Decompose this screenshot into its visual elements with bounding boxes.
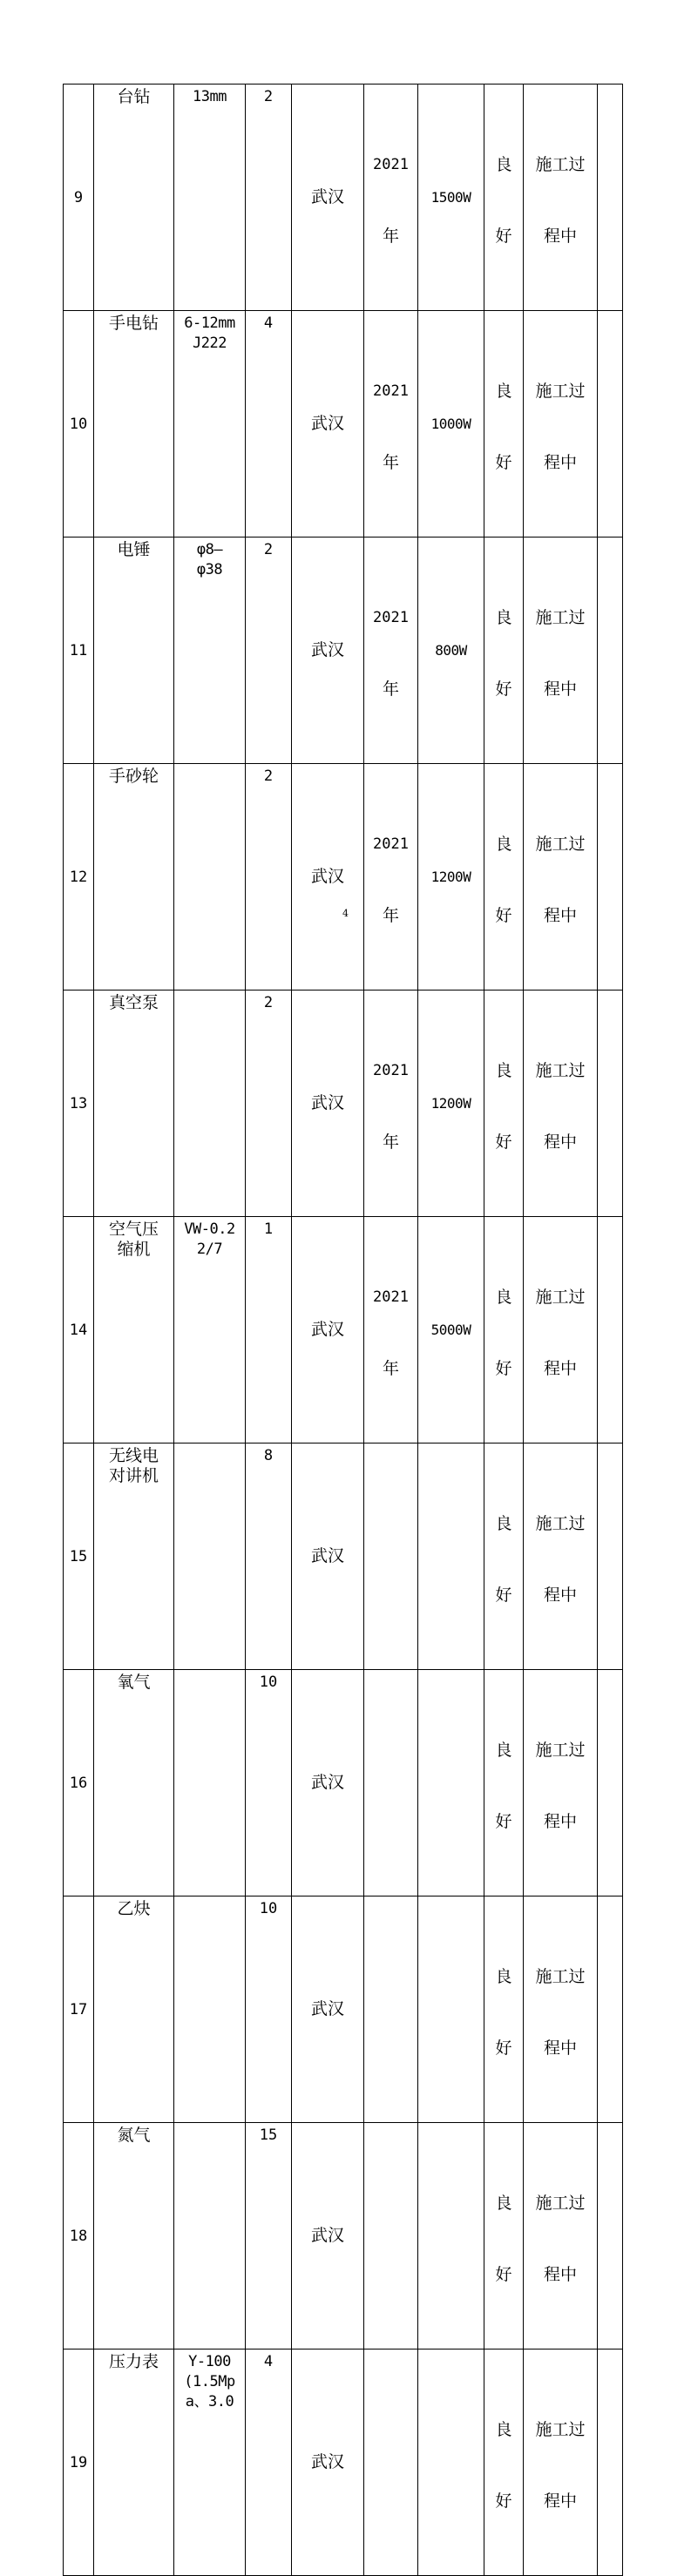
equipment-name: 氧气 bbox=[117, 1673, 151, 1692]
status-line-2: 程中 bbox=[543, 453, 577, 472]
status-line-2: 程中 bbox=[543, 2491, 577, 2511]
power-cell bbox=[418, 1670, 484, 1897]
row-number-cell bbox=[64, 2123, 94, 2350]
condition-line-2: 好 bbox=[495, 1812, 512, 1831]
spec-cell bbox=[174, 311, 246, 538]
status-line-2: 程中 bbox=[543, 226, 577, 246]
spec-cell bbox=[174, 1444, 246, 1670]
remark-cell bbox=[598, 1897, 623, 2123]
status-line-1: 施工过 bbox=[535, 608, 586, 627]
status-line-1: 施工过 bbox=[535, 1288, 586, 1307]
status-cell bbox=[524, 2350, 598, 2576]
equipment-name: 手砂轮 bbox=[108, 767, 159, 786]
condition-line-1: 良 bbox=[495, 1967, 512, 1986]
equipment-origin: 武汉 bbox=[310, 640, 344, 659]
condition-line-2: 好 bbox=[495, 1359, 512, 1378]
equipment-name-cell bbox=[94, 1670, 174, 1897]
rated-power: 800W bbox=[435, 642, 467, 659]
remark-cell bbox=[598, 991, 623, 1217]
status-stack bbox=[524, 1917, 597, 2102]
table-row bbox=[64, 1217, 623, 1444]
row-number: 9 bbox=[73, 188, 84, 206]
equipment-quantity: 2 bbox=[263, 88, 274, 105]
table-row bbox=[64, 311, 623, 538]
status-cell bbox=[524, 538, 598, 764]
year-stack bbox=[364, 1237, 417, 1423]
equipment-origin: 武汉 bbox=[310, 1546, 344, 1565]
remark-cell bbox=[598, 2350, 623, 2576]
status-stack bbox=[524, 1464, 597, 1649]
table-row bbox=[64, 2350, 623, 2576]
table-row bbox=[64, 2123, 623, 2350]
condition-line-1: 良 bbox=[495, 155, 512, 174]
equipment-origin: 武汉 bbox=[310, 2226, 344, 2245]
origin-cell bbox=[292, 85, 364, 311]
rated-power: 1000W bbox=[430, 416, 471, 432]
origin-cell bbox=[292, 1670, 364, 1897]
spec-cell bbox=[174, 991, 246, 1217]
status-cell bbox=[524, 1444, 598, 1670]
equipment-origin: 武汉 bbox=[310, 1999, 344, 2018]
year-cell bbox=[364, 764, 418, 991]
status-cell bbox=[524, 311, 598, 538]
year-cell bbox=[364, 85, 418, 311]
row-number: 11 bbox=[69, 641, 88, 659]
table-row bbox=[64, 1897, 623, 2123]
power-cell bbox=[418, 2350, 484, 2576]
condition-line-2: 好 bbox=[495, 679, 512, 699]
status-line-1: 施工过 bbox=[535, 2420, 586, 2439]
manufacture-year: 2021 bbox=[373, 1062, 409, 1079]
condition-stack bbox=[484, 558, 523, 743]
row-number: 16 bbox=[69, 1774, 88, 1792]
power-cell bbox=[418, 991, 484, 1217]
quantity-cell bbox=[246, 1444, 292, 1670]
row-number: 14 bbox=[69, 1321, 88, 1339]
equipment-name: 乙炔 bbox=[117, 1899, 151, 1918]
status-stack bbox=[524, 2143, 597, 2329]
status-stack bbox=[524, 784, 597, 970]
condition-line-1: 良 bbox=[495, 1514, 512, 1533]
remark-cell bbox=[598, 2123, 623, 2350]
equipment-name: 无线电 对讲机 bbox=[108, 1446, 159, 1485]
status-line-1: 施工过 bbox=[535, 155, 586, 174]
equipment-spec bbox=[174, 764, 245, 767]
year-cell bbox=[364, 991, 418, 1217]
spec-cell bbox=[174, 1670, 246, 1897]
spec-cell bbox=[174, 538, 246, 764]
equipment-origin: 武汉 bbox=[310, 867, 344, 886]
condition-cell bbox=[484, 2350, 524, 2576]
origin-cell bbox=[292, 1444, 364, 1670]
status-cell bbox=[524, 764, 598, 991]
manufacture-year: 2021 bbox=[373, 1288, 409, 1306]
status-cell bbox=[524, 991, 598, 1217]
spec-cell bbox=[174, 1897, 246, 2123]
equipment-quantity: 2 bbox=[263, 541, 274, 558]
equipment-name: 压力表 bbox=[108, 2352, 159, 2371]
equipment-name-cell bbox=[94, 991, 174, 1217]
year-unit: 年 bbox=[382, 1359, 399, 1378]
year-stack bbox=[364, 784, 417, 970]
condition-line-1: 良 bbox=[495, 608, 512, 627]
spec-cell bbox=[174, 2350, 246, 2576]
status-line-1: 施工过 bbox=[535, 1514, 586, 1533]
table-row bbox=[64, 991, 623, 1217]
table-row bbox=[64, 538, 623, 764]
condition-stack bbox=[484, 1917, 523, 2102]
status-stack bbox=[524, 1237, 597, 1423]
spec-cell bbox=[174, 764, 246, 991]
condition-line-2: 好 bbox=[495, 453, 512, 472]
equipment-origin: 武汉 bbox=[310, 1773, 344, 1792]
equipment-quantity: 4 bbox=[263, 2353, 274, 2370]
manufacture-year: 2021 bbox=[373, 382, 409, 400]
equipment-name-cell bbox=[94, 1444, 174, 1670]
quantity-cell bbox=[246, 85, 292, 311]
year-cell bbox=[364, 538, 418, 764]
condition-line-1: 良 bbox=[495, 1288, 512, 1307]
equipment-name-cell bbox=[94, 311, 174, 538]
status-line-2: 程中 bbox=[543, 906, 577, 925]
condition-line-2: 好 bbox=[495, 2038, 512, 2058]
equipment-name-cell bbox=[94, 85, 174, 311]
origin-cell bbox=[292, 311, 364, 538]
equipment-spec: VW-0.2 2/7 bbox=[184, 1220, 235, 1258]
year-stack bbox=[364, 558, 417, 743]
row-number-cell bbox=[64, 1444, 94, 1670]
equipment-name: 手电钻 bbox=[108, 314, 159, 333]
table-row bbox=[64, 85, 623, 311]
year-stack bbox=[364, 1917, 417, 2031]
status-line-1: 施工过 bbox=[535, 2194, 586, 2213]
equipment-name-cell bbox=[94, 764, 174, 991]
year-stack bbox=[364, 1464, 417, 1578]
equipment-spec: 6-12mm J222 bbox=[184, 314, 235, 352]
remark-cell bbox=[598, 1444, 623, 1670]
row-number: 13 bbox=[69, 1094, 88, 1112]
year-unit: 年 bbox=[382, 453, 399, 472]
equipment-name-cell bbox=[94, 1217, 174, 1444]
condition-line-1: 良 bbox=[495, 2194, 512, 2213]
row-number-cell bbox=[64, 1897, 94, 2123]
condition-stack bbox=[484, 331, 523, 517]
status-line-2: 程中 bbox=[543, 2038, 577, 2058]
condition-cell bbox=[484, 1897, 524, 2123]
manufacture-year: 2021 bbox=[373, 835, 409, 853]
origin-cell bbox=[292, 1217, 364, 1444]
status-cell bbox=[524, 1670, 598, 1897]
condition-cell bbox=[484, 538, 524, 764]
condition-cell bbox=[484, 764, 524, 991]
row-number-cell bbox=[64, 1217, 94, 1444]
equipment-quantity: 15 bbox=[259, 2126, 278, 2144]
quantity-cell bbox=[246, 311, 292, 538]
year-unit: 年 bbox=[382, 906, 399, 925]
status-line-2: 程中 bbox=[543, 679, 577, 699]
status-line-2: 程中 bbox=[543, 1359, 577, 1378]
status-cell bbox=[524, 2123, 598, 2350]
equipment-origin: 武汉 bbox=[310, 1093, 344, 1112]
status-line-2: 程中 bbox=[543, 2265, 577, 2284]
remark-cell bbox=[598, 1670, 623, 1897]
remark-cell bbox=[598, 764, 623, 991]
rated-power: 1500W bbox=[430, 189, 471, 206]
condition-stack bbox=[484, 105, 523, 290]
status-cell bbox=[524, 1217, 598, 1444]
condition-line-1: 良 bbox=[495, 1741, 512, 1760]
status-line-2: 程中 bbox=[543, 1132, 577, 1152]
status-line-2: 程中 bbox=[543, 1812, 577, 1831]
power-cell bbox=[418, 538, 484, 764]
condition-line-1: 良 bbox=[495, 1061, 512, 1080]
remark-cell bbox=[598, 311, 623, 538]
status-stack bbox=[524, 1011, 597, 1196]
year-cell bbox=[364, 1670, 418, 1897]
row-number-cell bbox=[64, 311, 94, 538]
manufacture-year: 2021 bbox=[373, 609, 409, 626]
power-cell bbox=[418, 1444, 484, 1670]
equipment-quantity: 1 bbox=[263, 1220, 274, 1238]
condition-line-2: 好 bbox=[495, 906, 512, 925]
origin-cell bbox=[292, 764, 364, 991]
condition-stack bbox=[484, 2143, 523, 2329]
year-stack bbox=[364, 1690, 417, 1804]
year-stack bbox=[364, 105, 417, 290]
power-cell bbox=[418, 2123, 484, 2350]
equipment-spec: 13mm bbox=[193, 88, 227, 105]
year-cell bbox=[364, 1217, 418, 1444]
equipment-quantity: 2 bbox=[263, 767, 274, 785]
row-number: 15 bbox=[69, 1547, 88, 1565]
table-body bbox=[64, 85, 623, 2576]
page-number: 4 bbox=[342, 908, 349, 919]
quantity-cell bbox=[246, 764, 292, 991]
condition-line-1: 良 bbox=[495, 835, 512, 854]
equipment-name-cell bbox=[94, 1897, 174, 2123]
row-number: 18 bbox=[69, 2227, 88, 2245]
equipment-spec bbox=[174, 991, 245, 993]
spec-cell bbox=[174, 1217, 246, 1444]
year-cell bbox=[364, 311, 418, 538]
condition-stack bbox=[484, 1464, 523, 1649]
status-line-1: 施工过 bbox=[535, 382, 586, 401]
year-cell bbox=[364, 1444, 418, 1670]
power-cell bbox=[418, 1897, 484, 2123]
year-stack bbox=[364, 2370, 417, 2484]
origin-cell bbox=[292, 1897, 364, 2123]
equipment-table bbox=[63, 84, 623, 2576]
rated-power: 1200W bbox=[430, 1095, 471, 1112]
condition-stack bbox=[484, 1011, 523, 1196]
equipment-name: 氮气 bbox=[117, 2126, 151, 2145]
year-unit: 年 bbox=[382, 679, 399, 699]
equipment-origin: 武汉 bbox=[310, 187, 344, 206]
quantity-cell bbox=[246, 1217, 292, 1444]
condition-line-2: 好 bbox=[495, 2491, 512, 2511]
origin-cell bbox=[292, 2123, 364, 2350]
status-stack bbox=[524, 105, 597, 290]
condition-cell bbox=[484, 1217, 524, 1444]
remark-cell bbox=[598, 85, 623, 311]
equipment-origin: 武汉 bbox=[310, 1320, 344, 1339]
rated-power: 5000W bbox=[430, 1322, 471, 1338]
remark-cell bbox=[598, 538, 623, 764]
equipment-spec bbox=[174, 2123, 245, 2126]
equipment-spec: Y-100 (1.5Mp a、3.0 bbox=[184, 2353, 235, 2410]
condition-cell bbox=[484, 991, 524, 1217]
rated-power: 1200W bbox=[430, 869, 471, 885]
equipment-name-cell bbox=[94, 538, 174, 764]
condition-line-2: 好 bbox=[495, 226, 512, 246]
equipment-spec bbox=[174, 1444, 245, 1446]
equipment-quantity: 8 bbox=[263, 1447, 274, 1464]
equipment-spec bbox=[174, 1670, 245, 1673]
condition-stack bbox=[484, 784, 523, 970]
row-number: 12 bbox=[69, 868, 88, 886]
manufacture-year: 2021 bbox=[373, 156, 409, 173]
row-number-cell bbox=[64, 85, 94, 311]
row-number-cell bbox=[64, 2350, 94, 2576]
equipment-name: 真空泵 bbox=[108, 993, 159, 1012]
status-stack bbox=[524, 1690, 597, 1876]
equipment-quantity: 10 bbox=[259, 1900, 278, 1917]
condition-line-1: 良 bbox=[495, 382, 512, 401]
condition-cell bbox=[484, 85, 524, 311]
row-number-cell bbox=[64, 764, 94, 991]
equipment-name: 空气压 缩机 bbox=[108, 1220, 159, 1259]
condition-cell bbox=[484, 1670, 524, 1897]
condition-cell bbox=[484, 2123, 524, 2350]
status-line-2: 程中 bbox=[543, 1585, 577, 1605]
status-cell bbox=[524, 85, 598, 311]
condition-stack bbox=[484, 1237, 523, 1423]
row-number-cell bbox=[64, 1670, 94, 1897]
quantity-cell bbox=[246, 2350, 292, 2576]
condition-line-1: 良 bbox=[495, 2420, 512, 2439]
remark-cell bbox=[598, 1217, 623, 1444]
power-cell bbox=[418, 311, 484, 538]
year-stack bbox=[364, 2143, 417, 2257]
power-cell bbox=[418, 85, 484, 311]
quantity-cell bbox=[246, 2123, 292, 2350]
origin-cell bbox=[292, 538, 364, 764]
equipment-name: 电锤 bbox=[117, 540, 151, 559]
row-number: 10 bbox=[69, 415, 88, 433]
status-line-1: 施工过 bbox=[535, 1741, 586, 1760]
condition-line-2: 好 bbox=[495, 1132, 512, 1152]
equipment-quantity: 2 bbox=[263, 994, 274, 1011]
equipment-name-cell bbox=[94, 2350, 174, 2576]
row-number: 17 bbox=[69, 2000, 88, 2018]
quantity-cell bbox=[246, 538, 292, 764]
year-stack bbox=[364, 1011, 417, 1196]
condition-stack bbox=[484, 2370, 523, 2555]
table-row bbox=[64, 1444, 623, 1670]
spec-cell bbox=[174, 85, 246, 311]
equipment-quantity: 10 bbox=[259, 1673, 278, 1691]
quantity-cell bbox=[246, 991, 292, 1217]
year-cell bbox=[364, 2350, 418, 2576]
condition-cell bbox=[484, 311, 524, 538]
origin-cell bbox=[292, 991, 364, 1217]
row-number-cell bbox=[64, 991, 94, 1217]
status-line-1: 施工过 bbox=[535, 835, 586, 854]
equipment-spec bbox=[174, 1897, 245, 1899]
equipment-spec: φ8— φ38 bbox=[196, 541, 223, 578]
equipment-name-cell bbox=[94, 2123, 174, 2350]
quantity-cell bbox=[246, 1897, 292, 2123]
status-line-1: 施工过 bbox=[535, 1061, 586, 1080]
equipment-origin: 武汉 bbox=[310, 414, 344, 433]
row-number: 19 bbox=[69, 2453, 88, 2471]
year-unit: 年 bbox=[382, 1132, 399, 1152]
table-row bbox=[64, 764, 623, 991]
status-line-1: 施工过 bbox=[535, 1967, 586, 1986]
equipment-quantity: 4 bbox=[263, 314, 274, 332]
row-number-cell bbox=[64, 538, 94, 764]
year-unit: 年 bbox=[382, 226, 399, 246]
table-row bbox=[64, 1670, 623, 1897]
condition-line-2: 好 bbox=[495, 1585, 512, 1605]
condition-line-2: 好 bbox=[495, 2265, 512, 2284]
status-cell bbox=[524, 1897, 598, 2123]
status-stack bbox=[524, 331, 597, 517]
condition-cell bbox=[484, 1444, 524, 1670]
equipment-name: 台钻 bbox=[117, 87, 151, 106]
power-cell bbox=[418, 1217, 484, 1444]
spec-cell bbox=[174, 2123, 246, 2350]
status-stack bbox=[524, 558, 597, 743]
status-stack bbox=[524, 2370, 597, 2555]
year-cell bbox=[364, 2123, 418, 2350]
year-cell bbox=[364, 1897, 418, 2123]
equipment-origin: 武汉 bbox=[310, 2452, 344, 2471]
condition-stack bbox=[484, 1690, 523, 1876]
year-stack bbox=[364, 331, 417, 517]
quantity-cell bbox=[246, 1670, 292, 1897]
origin-cell bbox=[292, 2350, 364, 2576]
power-cell bbox=[418, 764, 484, 991]
